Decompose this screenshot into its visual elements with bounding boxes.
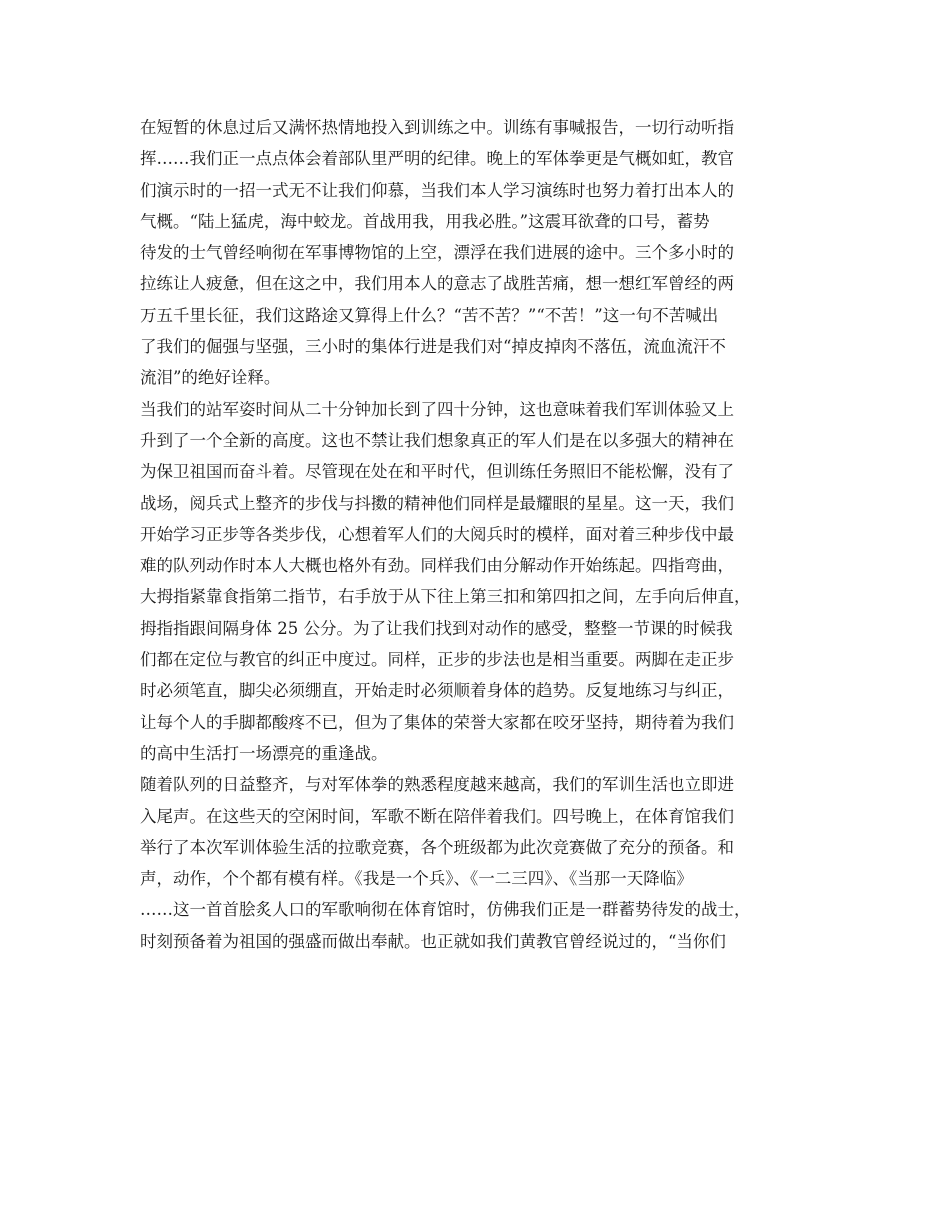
text-line: ……这一首首脍炙人口的军歌响彻在体育馆时，仿佛我们正是一群蓄势待发的战士， [140, 900, 751, 920]
text-line: 为保卫祖国而奋斗着。尽管现在处在和平时代，但训练任务照旧不能松懈，没有了 [140, 462, 734, 482]
text-line: 气概。“陆上猛虎，海中蛟龙。首战用我，用我必胜。”这震耳欲聋的口号，蓄势 [140, 211, 710, 231]
text-line: 拇指指跟间隔身体 25 公分。为了让我们找到对动作的感受，整整一节课的时候我 [140, 618, 733, 638]
text-line: 在短暂的休息过后又满怀热情地投入到训练之中。训练有事喊报告，一切行动听指 [140, 118, 734, 137]
text-line: 时必须笔直，脚尖必须绷直，开始走时必须顺着身体的趋势。反复地练习与纠正， [140, 681, 734, 701]
text-line: 开始学习正步等各类步伐，心想着军人们的大阅兵时的模样，面对着三种步伐中最 [140, 524, 734, 544]
text-line: 当我们的站军姿时间从二十分钟加长到了四十分钟，这也意味着我们军训体验又上 [140, 399, 734, 419]
text-line: 的高中生活打一场漂亮的重逢战。 [140, 743, 388, 763]
text-line: 难的队列动作时本人大概也格外有劲。同样我们由分解动作开始练起。四指弯曲， [140, 556, 734, 576]
text-line: 让每个人的手脚都酸疼不已，但为了集体的荣誉大家都在咬牙坚持，期待着为我们 [140, 712, 734, 732]
text-line: 大拇指紧靠食指第二指节，右手放于从下往上第三扣和第四扣之间，左手向后伸直， [140, 587, 751, 607]
text-line: 挥……我们正一点点体会着部队里严明的纪律。晚上的军体拳更是气概如虹，教官 [140, 149, 734, 169]
text-line: 随着队列的日益整齐，与对军体拳的熟悉程度越来越高，我们的军训生活也立即进 [140, 775, 734, 795]
text-line: 战场，阅兵式上整齐的步伐与抖擞的精神他们同样是最耀眼的星星。这一天，我们 [140, 493, 734, 513]
text-line: 们演示时的一招一式无不让我们仰慕，当我们本人学习演练时也努力着打出本人的 [140, 180, 734, 200]
text-line: 入尾声。在这些天的空闲时间，军歌不断在陪伴着我们。四号晚上，在体育馆我们 [140, 806, 734, 826]
text-line: 万五千里长征，我们这路途又算得上什么？“苦不苦？”“不苦！”这一句不苦喊出 [140, 305, 719, 325]
text-line: 拉练让人疲惫，但在这之中，我们用本人的意志了战胜苦痛，想一想红军曾经的两 [140, 274, 734, 294]
text-line: 们都在定位与教官的纠正中度过。同样，正步的步法也是相当重要。两脚在走正步 [140, 650, 734, 670]
text-line: 声，动作，个个都有模有样。《我是一个兵》、《一二三四》、《当那一天降临》 [140, 869, 693, 889]
text-line: 升到了一个全新的高度。这也不禁让我们想象真正的军人们是在以多强大的精神在 [140, 430, 734, 450]
document-body [140, 112, 820, 957]
text-line: 时刻预备着为祖国的强盛而做出奉献。也正就如我们黄教官曾经说过的，“当你们 [140, 931, 726, 951]
text-line: 举行了本次军训体验生活的拉歌竞赛，各个班级都为此次竞赛做了充分的预备。和 [140, 837, 734, 857]
text-line: 流泪”的绝好诠释。 [140, 368, 281, 388]
text-line: 待发的士气曾经响彻在军事博物馆的上空，漂浮在我们进展的途中。三个多小时的 [140, 243, 734, 263]
text-line: 了我们的倔强与坚强，三小时的集体行进是我们对“掉皮掉肉不落伍，流血流汗不 [140, 337, 726, 357]
